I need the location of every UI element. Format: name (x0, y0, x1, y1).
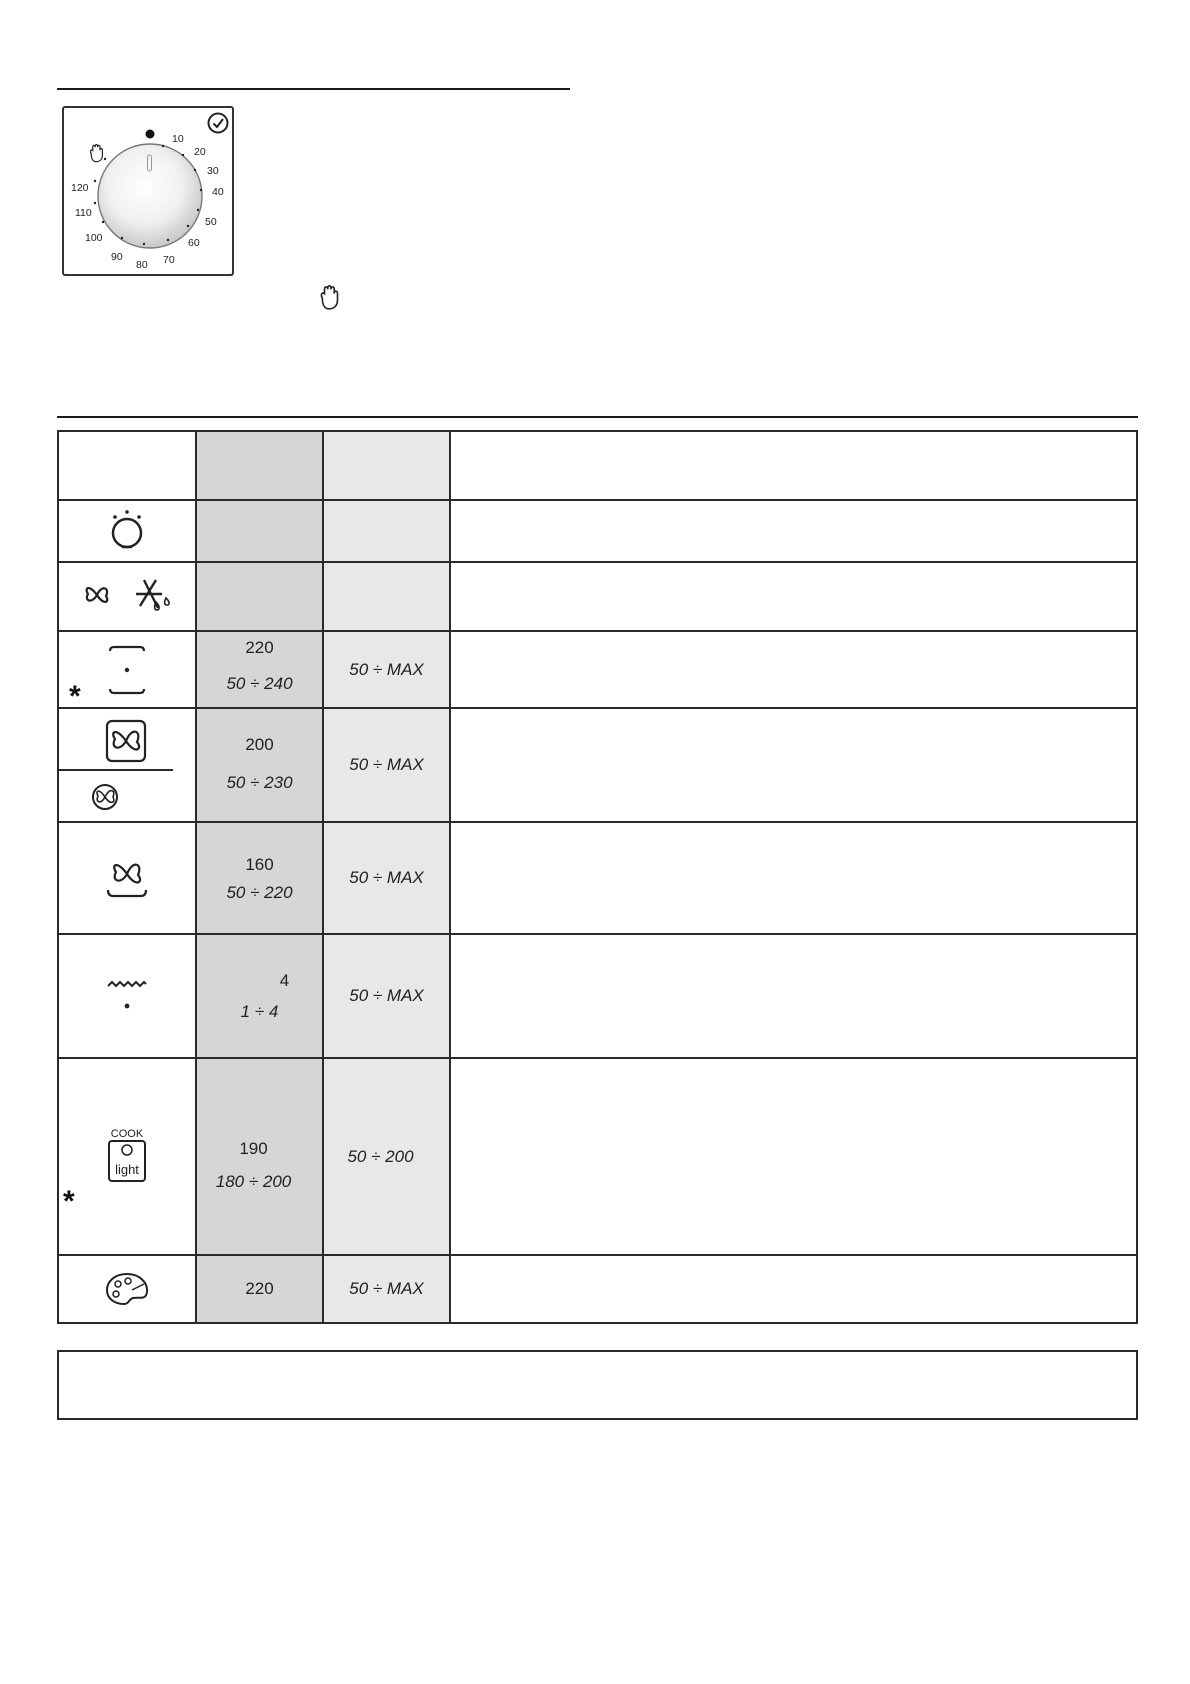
oven-lamp-icon (104, 506, 150, 556)
dial-number: 110 (75, 207, 92, 219)
icon-divider (59, 769, 173, 771)
dial-number: 80 (136, 259, 148, 271)
description-cell (450, 500, 1137, 562)
dial-number: 20 (194, 146, 206, 158)
dial-number: 50 (205, 216, 217, 228)
adjust-range: 50 ÷ MAX (349, 986, 424, 1005)
adjust-range-cell (323, 822, 450, 934)
check-circle-icon (209, 114, 228, 133)
header-cell (58, 431, 196, 500)
program-icon-cell (58, 562, 196, 631)
description-cell (450, 631, 1137, 708)
asterisk-mark: * (63, 1185, 75, 1218)
default-temperature: 220 (245, 638, 274, 657)
adjust-range: 50 ÷ MAX (349, 1279, 424, 1298)
description-cell (450, 1255, 1137, 1323)
default-temperature: 4 (279, 971, 290, 990)
default-temp-cell (196, 562, 323, 631)
manual-hand-icon (318, 285, 344, 311)
description-cell (450, 562, 1137, 631)
default-temp-cell (196, 934, 323, 1058)
temperature-range: 180 ÷ 200 (215, 1172, 292, 1191)
timer-knob[interactable] (98, 144, 202, 248)
table-header-row (58, 431, 1137, 500)
default-temp-cell (196, 1058, 323, 1255)
adjust-range-cell (323, 500, 450, 562)
program-icon-cell (58, 934, 196, 1058)
cook-text: COOK (110, 1127, 144, 1140)
dial-number: 40 (212, 186, 224, 198)
dial-number: 10 (172, 133, 184, 145)
default-temp-cell (196, 822, 323, 934)
fan-defrost-icon (72, 572, 182, 622)
default-temp-cell (196, 1255, 323, 1323)
temperature-range: 50 ÷ 220 (226, 883, 293, 902)
adjust-range-cell (323, 934, 450, 1058)
adjust-range-cell (323, 1255, 450, 1323)
table-row (58, 822, 1137, 934)
default-temperature: 190 (239, 1139, 268, 1158)
adjust-range-cell (323, 631, 450, 708)
table-row (58, 631, 1137, 708)
description-cell (450, 822, 1137, 934)
adjust-range: 50 ÷ MAX (349, 755, 424, 774)
header-cell (450, 431, 1137, 500)
table-row (58, 1255, 1137, 1323)
timer-dial (64, 108, 236, 278)
program-icon-cell (58, 500, 196, 562)
table-row (58, 500, 1137, 562)
table-row (58, 934, 1137, 1058)
dial-zero-marker (146, 130, 155, 139)
conventional-heating-icon (104, 643, 150, 697)
top-rule (57, 88, 570, 90)
dial-number: 120 (71, 182, 89, 194)
temperature-range: 1 ÷ 4 (240, 1002, 279, 1021)
default-temp-cell (196, 708, 323, 822)
header-cell (196, 431, 323, 500)
adjust-range: 50 ÷ MAX (349, 659, 424, 679)
description-cell (450, 708, 1137, 822)
cook-light-icon (102, 1127, 152, 1187)
table-row (58, 708, 1137, 822)
fan-bottom-heating-icon (102, 854, 152, 902)
default-temperature: 200 (245, 735, 274, 754)
default-temperature: 220 (245, 1279, 274, 1298)
pizza-palette-icon (104, 1270, 150, 1308)
cooking-programs-table (57, 430, 1138, 1324)
program-icon-cell (58, 631, 196, 713)
program-icon-cell (58, 1058, 196, 1255)
adjust-range-cell (323, 562, 450, 631)
temperature-range: 50 ÷ 240 (226, 674, 293, 693)
default-temp-cell (196, 500, 323, 562)
default-temp-cell (196, 631, 323, 708)
temperature-range: 50 ÷ 230 (226, 773, 293, 792)
table-row (58, 1058, 1137, 1255)
light-text: light (115, 1161, 139, 1177)
note-box (57, 1350, 1138, 1420)
program-icon-cell (58, 708, 196, 822)
dial-number: 30 (207, 165, 219, 177)
adjust-range: 50 ÷ MAX (349, 868, 424, 887)
program-icon-cell (58, 1255, 196, 1323)
table-row (58, 562, 1137, 631)
description-cell (450, 934, 1137, 1058)
dial-number: 90 (111, 251, 123, 263)
fan-heating-icon (101, 717, 153, 767)
asterisk-mark: * (69, 680, 81, 713)
adjust-range: 50 ÷ 200 (347, 1146, 414, 1166)
timer-dial-panel (62, 106, 234, 276)
default-temperature: 160 (245, 855, 274, 874)
adjust-range-cell (323, 708, 450, 822)
adjust-range-cell (323, 1058, 450, 1255)
dial-number: 70 (163, 254, 175, 266)
section-rule (57, 416, 1138, 418)
dial-number: 60 (188, 237, 200, 249)
description-cell (450, 1058, 1137, 1255)
header-cell (323, 431, 450, 500)
grill-icon (104, 978, 150, 1014)
fan-ring-icon (89, 781, 121, 813)
program-icon-cell (58, 822, 196, 934)
hand-icon (91, 145, 103, 162)
dial-number: 100 (85, 232, 103, 244)
